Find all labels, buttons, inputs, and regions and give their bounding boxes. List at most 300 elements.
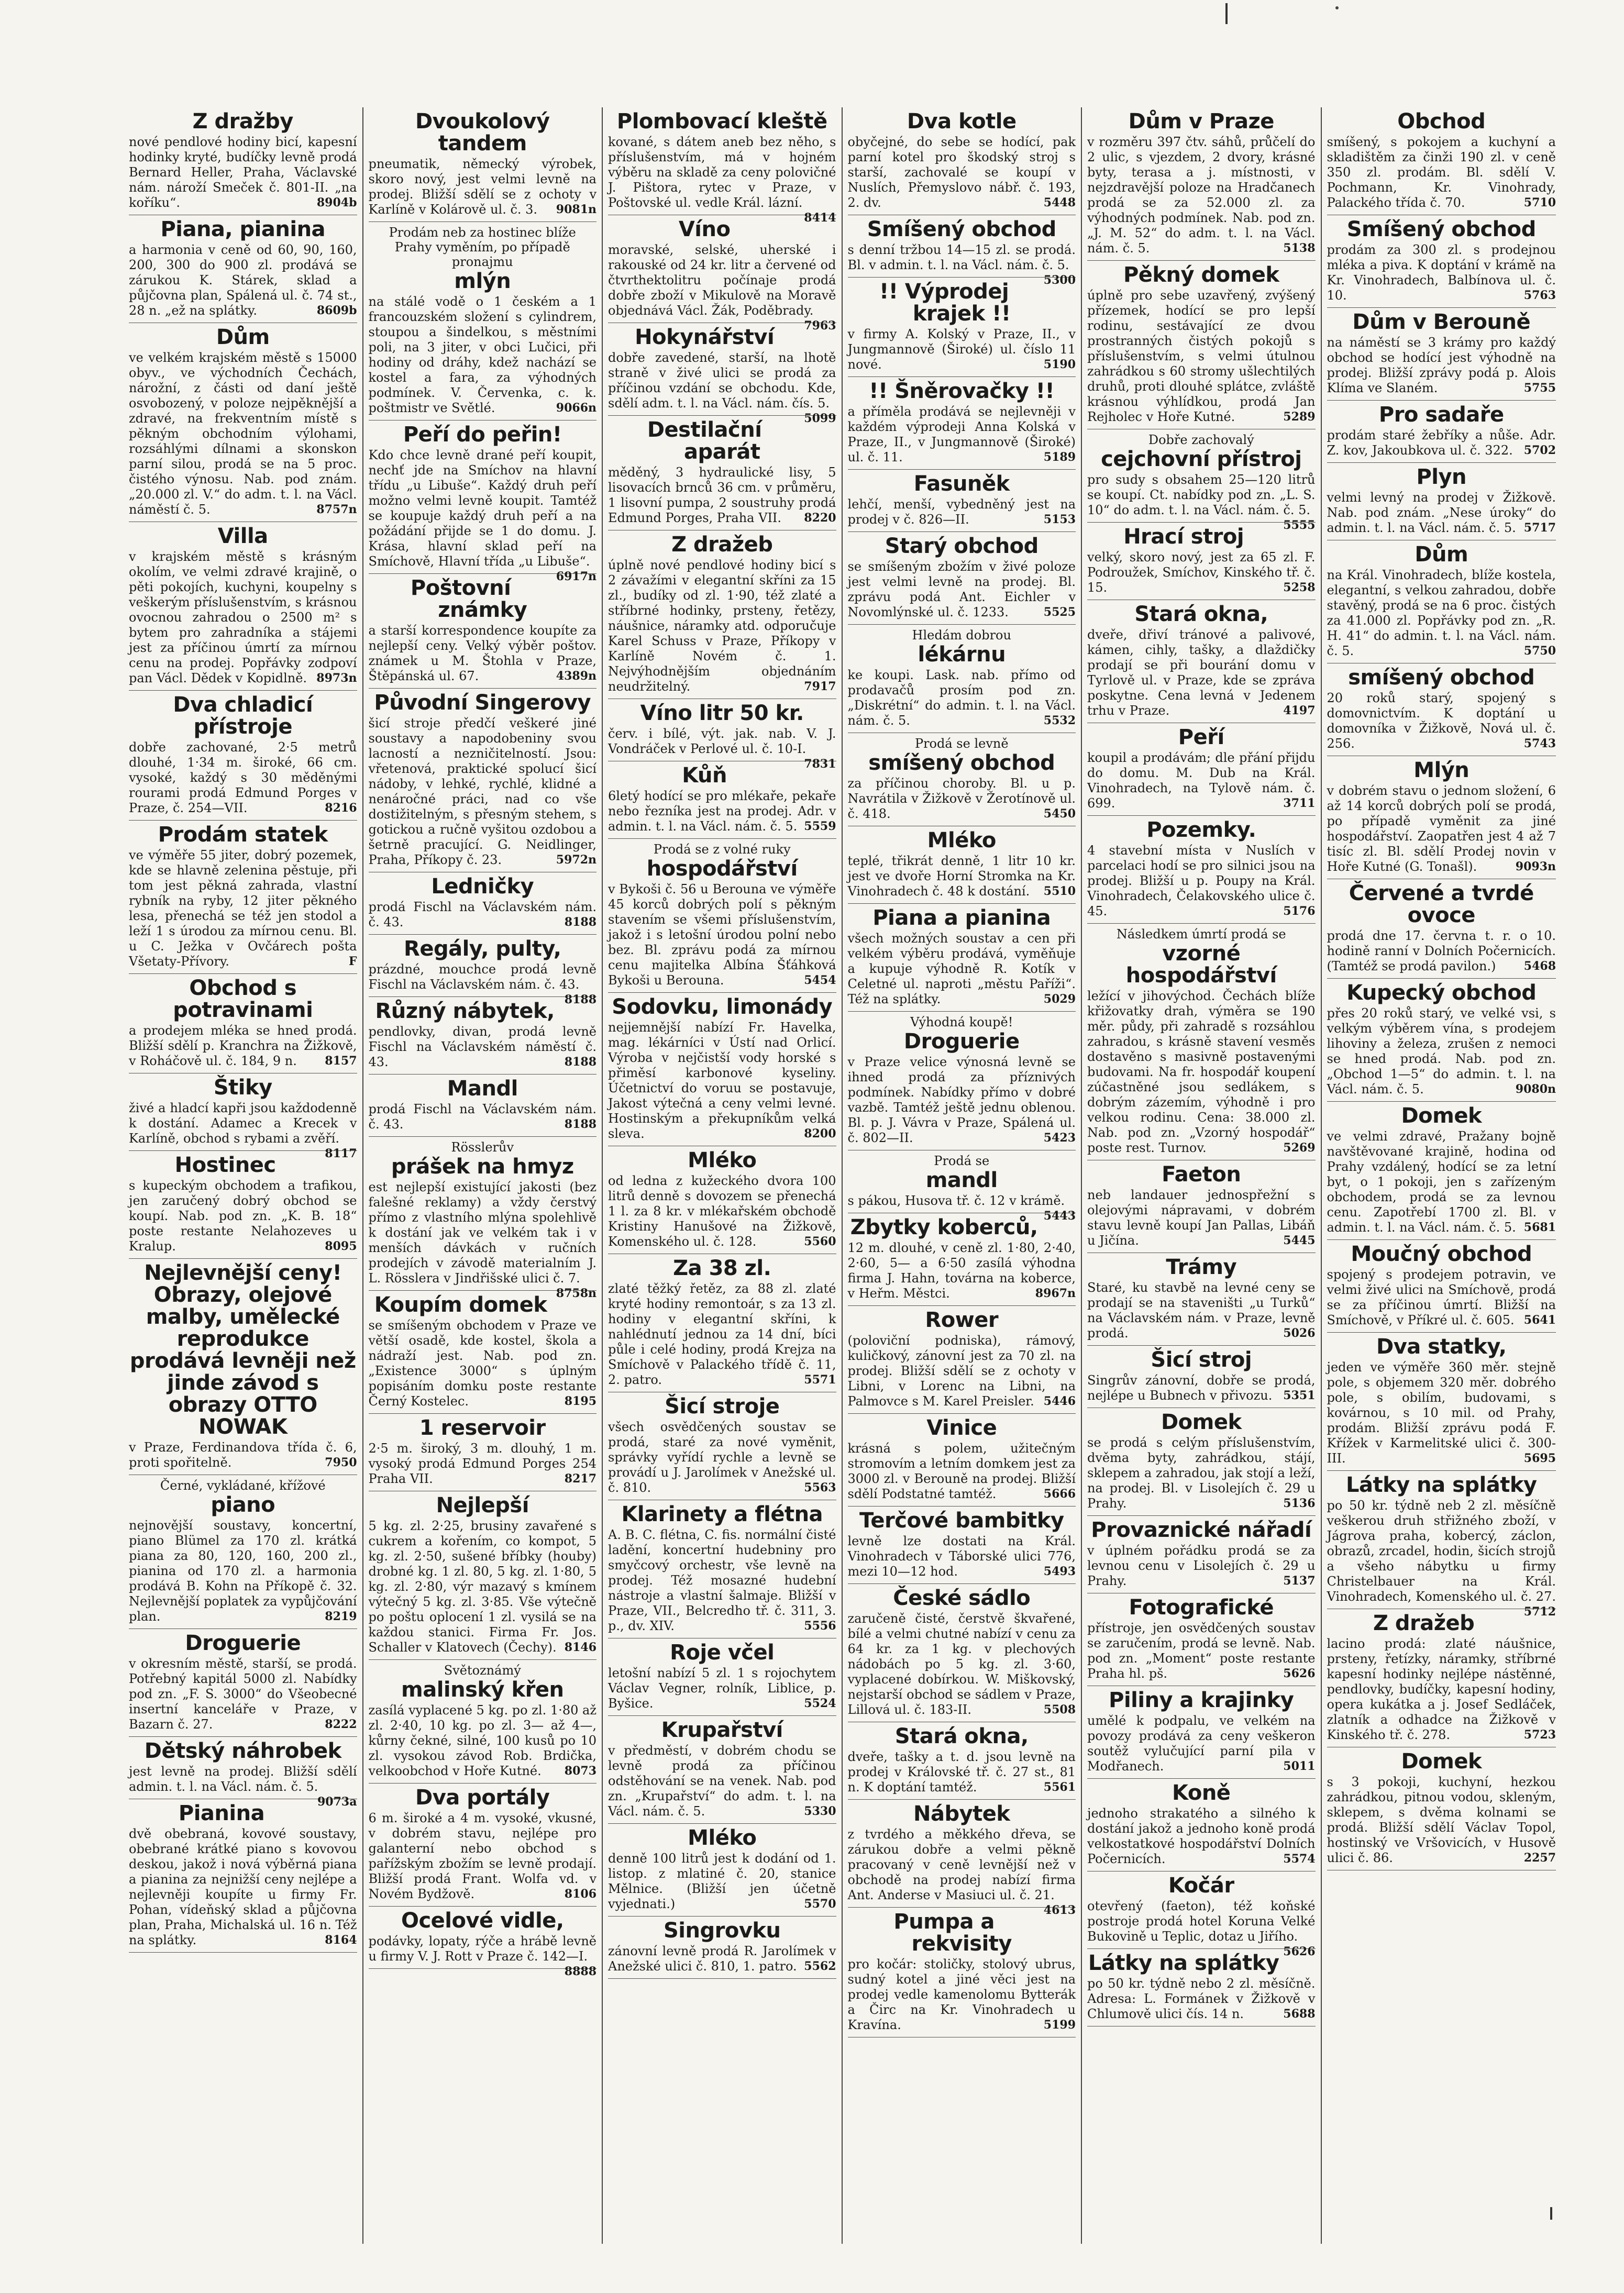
ad-body [1327,1006,1556,1097]
ad-body [369,1519,597,1655]
ad-headline: Peří do peřin! [403,423,562,447]
ad-number: F [348,955,357,968]
ad-body [848,1749,1076,1795]
classified-ad [129,1151,357,1259]
classified-ad [1327,756,1556,879]
ad-number: 8609b [316,304,357,317]
ad-number: 5269 [1283,1141,1316,1155]
ad-number: 8200 [804,1127,836,1140]
ad-body [369,294,597,416]
classified-ad [848,377,1076,470]
ad-headline: Dům v Praze [1128,109,1274,134]
ad-text: se smíšeným zbožím v živé poloze jest velmi levně na prodej. Bl. zprávu podá Ant. Eichler v Novomlýnské ul. č. 1233. [847,559,1076,619]
classified-ad [369,1491,597,1660]
ad-number: 5710 [1523,196,1556,209]
ad-text: lacino prodá: zlaté náušnice, prsteny, řetízky, náramky, stříbrné kapesní hodinky nejlépe nástěnné, pendlovky, budíčky, kapesní hodiny, opera kukátka a j. Josef Sedláček, zlatník a odhadce na Žižkově v Kinského tř. č. 278. [1327,1636,1556,1742]
ad-number: 8904b [316,196,357,209]
ad-headline: cejchovní přístroj [1101,447,1302,471]
ad-headline: Hostinec [174,1153,276,1177]
ad-headline: Smíšený obchod [867,217,1056,241]
ad-text: pro kočár: stoličky, stolový ubrus, sudný kotel a jiné věci jest na prodej vedle kamenolomu Bytterák a Čirc na Kr. Vinohradech u Kravína. [847,1957,1076,2032]
classified-ad [847,1150,1076,1223]
ad-headline: Kůň [682,763,727,788]
ad-text: jeden ve výměře 360 měr. stejně pole, s objemem 320 měr. dobrého pole, s obilím, budovami, s kovárnou, s 10 mil. od Prahy, prodám. Bližší zprávu podá F. Křížek v Karmelitské ulici č. 300-III. [1327,1360,1556,1466]
ad-number: 5563 [804,1481,836,1494]
classified-ad [1327,979,1556,1102]
ad-headline: Starý obchod [885,534,1039,558]
ad-number: 5560 [804,1235,836,1248]
classified-ad [129,215,357,323]
ad-number: 5330 [804,1804,836,1818]
classified-ad [1087,1408,1316,1516]
ad-headline: Sodovku, limonády [612,995,833,1019]
ad-number: 8757n [316,503,357,516]
ad-number: 8222 [325,1718,357,1731]
ad-text: s pákou, Husova tř. č. 12 v krámě. [847,1193,1065,1208]
ad-body [1087,472,1316,532]
classified-ad [848,1012,1076,1150]
ad-headline: Dvoukolový tandem [415,109,550,156]
ad-text: koupil a prodávám; dle přání přijdu do domu. M. Dub na Král. Vinohradech, na Tylově nám. č. 699. [1087,750,1316,811]
classified-ad [368,1907,597,1978]
ad-number: 4389n [556,669,596,683]
ad-headline: mandl [925,1168,998,1192]
ad-text: Kdo chce levně drané peří koupit, nechť jde na Smíchov na hlavní třídu „u Libuše“. Každý druh peří možno velmi levně koupit. Tamtéž se koupuje každý druh peří a na požádání přijde se 1 do domu. J. Krása, hlavní sklad peří na Smíchově, Hlavní třída „u Libuše“. [368,448,596,569]
classified-ad [848,625,1076,733]
classified-ad [369,1291,597,1414]
classified-ad [1327,1747,1556,1870]
classified-ad [848,1414,1076,1506]
classified-ad [369,1075,597,1137]
ad-body [848,1055,1076,1146]
ad-headline: Látky na splátky [1088,1951,1279,1975]
classified-ad [848,1584,1076,1722]
classified-ad [1087,1949,1316,2026]
ad-body [848,327,1076,372]
ad-body [129,135,357,211]
ad-text: v Praze, Ferdinandova třída č. 6, proti spořitelně. [129,1440,357,1470]
column-3 [603,107,843,2244]
ad-body [1327,1636,1556,1743]
ad-text: nejnovější soustavy, koncertní, piano Blümel za 170 zl. krátká piana za 80, 120, 160, 200 zl., pianina od 170 zl. a harmonia prodává B. Kohn na Příkopě č. 32. Nejlevnější poplatek za vypůjčování plan. [129,1518,357,1624]
ad-headline: Šicí stroj [1151,1348,1252,1372]
ad-body [368,1934,597,1978]
ad-headline: Poštovní známky [410,576,527,622]
ad-number: 5556 [804,1619,836,1633]
ad-body [608,1527,836,1634]
ad-headline: Šicí stroje [665,1394,780,1419]
ad-text: se smíšeným obchodem v Praze ve větší osadě, kde kostel, škola a nádraží jest. Nab. pod zn. „Existence 3000“ s úplným popisáním domku poste restante Černý Kostelec. [368,1318,596,1409]
ad-number: 7963 [804,319,836,333]
ad-body [1087,288,1316,425]
ad-headline: Za 38 zl. [673,1256,771,1280]
classified-ad [1087,107,1316,261]
ad-number: 8219 [325,1610,357,1623]
ad-headline: Klarinety a flétna [621,1502,823,1526]
column-5 [1082,107,1322,2244]
ad-body [368,962,597,1006]
ad-number: 5099 [804,412,836,425]
ad-text: kované, s dátem aneb bez něho, s příslušenstvím, má v hojném výběru na skladě za ceny polovičné J. Pištora, rytec v Praze, v Poštovské ul. vedle Král. lázní. [608,135,836,210]
classified-ad [1327,463,1556,540]
ad-headline: Regály, pulty, [404,937,561,961]
ad-body [1087,1373,1316,1403]
ad-headline: piano [211,1493,275,1517]
ad-text: umělé k podpalu, ve velkém na povozy prodává za ceny veškeron soutěž vylučující parní pila v Modřanech. [1087,1713,1316,1774]
ad-headline: Mléko [688,1148,757,1172]
ad-number: 5755 [1523,381,1556,395]
ad-body [608,882,836,988]
ad-number: 8188 [564,1055,596,1069]
ad-headline: Víno litr 50 kr. [640,701,804,725]
ad-headline: smíšený obchod [1348,666,1535,690]
ad-number: 5688 [1283,2007,1316,2021]
ad-text: prodám za 300 zl. s prodejnou mléka a piva. K doptání v krámě na Kr. Vinohradech, Balbínova ul. č. 10. [1327,242,1556,303]
ad-headline: Prodám statek [158,823,328,847]
ad-text: prodá Fischl na Václavském nám. č. 43. [368,900,596,929]
classified-ad [848,904,1076,1012]
classified-ad [1327,1102,1556,1240]
ad-text: 4 stavební místa v Nuslích v parcelaci hodí se pro silnici jsou na prodej. Bližší u p. Poupy na Král. Vinohradech, Čelakovského ulice č. 45. [1087,843,1316,918]
ad-headline: Dva kotle [907,109,1017,134]
ad-body [1327,242,1556,303]
classified-ad [608,1254,836,1392]
ad-body [608,558,836,694]
ad-text: levně lze dostati na Král. Vinohradech v Táborské ulici 776, mezi 10—12 hod. [847,1534,1076,1579]
ad-number: 8888 [564,1965,596,1978]
ad-text: v krajském městě s krásným okolím, ve velmi zdravé krajině, o pěti pokojích, kuchyni, koupelny s veškerým příslušenstvím, s krásnou ovocnou zahradou o 2500 m² s bytem pro zahradníka a stájemi jest za příčinou úmrtí za mírnou cenu na prodej. Popřávky zodpoví pan Václ. Dědek v Kopidlně. [129,549,357,685]
column-2 [363,107,603,2244]
ad-body [368,1180,597,1300]
ad-body [369,900,597,930]
ad-headline: Domek [1161,1410,1242,1434]
ad-body [848,135,1076,211]
ad-body [1327,1498,1556,1619]
ad-number: 8188 [564,915,596,929]
ad-headline: Singrovku [664,1919,781,1943]
ad-body [608,1420,836,1496]
ad-body [129,242,357,318]
ad-headline: Koně [1172,1781,1231,1805]
classified-ad [608,215,836,333]
ad-headline: Nejlevnější ceny! Obrazy, olejové malby, umělecké reprodukce prodává levněji než jinde závod s obrazy OTTO NOWAK [129,1261,356,1439]
page-edge-dot [1335,6,1339,9]
classified-ad [129,1737,357,1809]
ad-text: na Král. Vinohradech, blíže kostela, elegantní, s velkou zahradou, dobře stavěný, prodá se na 6 proc. čistých za 41.000 zl. Popřávky pod zn. „R. H. 41“ do admin. t. l. na Václ. nám. č. 5. [1327,568,1556,658]
ad-lead-line: Světoznámý [444,1663,521,1678]
ad-number: 5190 [1043,358,1076,371]
classified-ad [1087,1516,1316,1593]
classified-ad [369,689,597,872]
ad-headline: Provaznické nářadí [1091,1518,1312,1542]
classified-ad [848,107,1076,215]
classified-ad [1327,540,1556,663]
ad-text: dobře zavedené, starší, na lhotě straně v živé ulici se prodá za příčinou vzdání se obchodu. Kde, sdělí adm. t. l. na Václ. nám. čís. 5. [608,350,836,411]
ad-text: obyčejné, do sebe se hodící, pak parní kotel pro škodský stroj s starší, zachovalé se koupí v Nuslích, Přemyslovo nábř. č. 193, 2. dv. [847,135,1076,210]
ad-body [1327,428,1556,458]
ad-number: 9081n [556,203,596,216]
ad-text: úplně pro sebe uzavřený, zvýšený přízemek, hodící se pro lepší rodinu, sestávající ze dvou prostranných čistých pokojů s příslušenstvím, s velmi útulnou zahrádkou s 60 stromy ušlechtilých druhů, proti dlouhé splátce, zvláště krásnou výhlídkou, prodá Jan Rejholec v Hoře Kutné. [1087,288,1316,424]
ad-headline: Dva chladicí přístroje [173,693,313,739]
ad-text: za příčinou choroby. Bl. u p. Navrátila v Žižkově v Žerotínově ul. č. 418. [847,776,1076,821]
ad-headline: Destilační aparát [647,418,762,464]
ad-text: ve velmi zdravé, Pražany bojně navštěvované krajině, hodina od Prahy vzdálený, hodící se za letní byt, o 1 pokoji, jen s zařízeným obchodem, prodá se za levnou cenu. Zapotřebí 1700 zl. Bl. v admin. t. l. na Václ. nám. č. 5. [1327,1129,1556,1235]
ad-text: v předměstí, v dobrém chodu se levně prodá za příčinou odstěhování se na venek. Nab. pod zn. „Krupařství“ do adm. t. l. na Václ. nám. č. 5. [608,1743,836,1819]
ad-lead-line: Rösslerův [451,1140,514,1155]
classified-ad [848,1722,1076,1800]
ad-text: v Bykoši č. 56 u Berouna ve výměře 45 korců dobrých polí s pěkným stavením se všemi příslušenstvím, jakož i s letošní úrodou polní nebo bez. Bl. zprávu podá za mírnou cenu majitelka Albína Šťáhková Bykoši u Berouna. [608,882,836,988]
ad-headline: mlýn [454,269,511,293]
ad-number: 5199 [1043,2018,1076,2032]
ad-text: na náměstí se 3 krámy pro každý obchod se hodící jest výhodně na prodej. Bližší zprávy podá p. Alois Klíma ve Slaném. [1327,335,1556,395]
ad-number: 8967n [1035,1287,1076,1300]
ad-headline: !! Šněrovačky !! [869,379,1055,403]
classified-ad [1087,723,1316,816]
ad-number: 5510 [1043,884,1076,898]
ad-headline: hospodářství [646,857,798,881]
classified-ad [129,1629,357,1737]
ad-headline: Roje včel [670,1641,775,1665]
classified-ad [1087,1346,1316,1408]
ad-lead-line: Hledám dobrou [912,628,1011,643]
ad-text: měděný, 3 hydraulické lisy, 5 lisovacích brnců 36 cm. v průměru, 1 lisovní pumpa, 2 soustruhy prodá Edmund Porges, Praha VII. [608,465,836,525]
ad-number: 8095 [325,1239,357,1253]
ad-text: se prodá s celým příslušenstvím, dvěma byty, zahrádkou, stájí, sklepem a zahradou, jak stojí a leží, na prodej. Bl. v Lisolejích č. 29 u Prahy. [1087,1435,1316,1511]
classified-ad [848,1306,1076,1414]
ad-number: 5153 [1043,513,1076,526]
ad-body [608,1743,836,1819]
ad-body [1087,750,1316,811]
ad-headline: Kupecký obchod [1346,981,1537,1005]
ad-body [848,559,1076,620]
ad-text: živé a hladcí kapři jsou každodenně k dostání. Adamec a Krecek v Karlíně, obchod s rybami a zvěří. [129,1101,357,1146]
ad-text: 5 kg. zl. 2·25, brusiny zavařené s cukrem a kořením, co kompot, 5 kg. zl. 2·50, sušené bříbky (houby) drobné kg. 1 zl. 80, 5 kg. zl. 1·80, 5 kg. zl. 2·80, výr mazavý s kmínem výtečný 5 kg. zl. 3·85. Vše výtečně po poštu oplocení 1 zl. vysilá se na každou stanici. Firma Fr. Jos. Schaller v Klatovech (Čechy). [368,1519,596,1655]
ad-body [608,1944,836,1974]
ad-body [848,1957,1076,2033]
classified-ad [608,699,836,771]
ad-number: 8414 [804,211,836,225]
ad-headline: Stará okna, [894,1724,1029,1748]
ad-text: a starší korrespondence koupíte za nejlepší ceny. Velký výběr poštov. známek u M. Štohla v Praze, Štěpánská ul. 67. [368,623,596,683]
ad-headline: Víno [678,217,731,241]
classified-ad [1327,107,1556,215]
ad-number: 5626 [1283,1945,1316,1958]
ad-lead-line: Dobře zachovalý [1148,433,1254,447]
classified-ad [129,821,357,974]
classified-ad [1327,1609,1556,1747]
ad-number: 5137 [1283,1574,1316,1588]
ad-body [608,1173,836,1249]
ad-body [1327,1775,1556,1866]
classified-ad [1087,816,1316,924]
ad-headline: Rower [925,1308,999,1332]
ad-headline: Různý nábytek, [375,999,555,1023]
ad-number: 5570 [804,1897,836,1911]
ad-number: 5011 [1283,1759,1316,1773]
ad-body [1327,335,1556,396]
ad-text: s kupeckým obchodem a trafikou, jen zaručený dobrý obchod se koupí. Nab. pod zn. „K. B. 18“ poste restante Nelahozeves u Kralup. [129,1178,357,1254]
ad-number: 5763 [1523,289,1556,302]
ad-body [129,740,357,816]
ad-headline: Pumpa a rekvisity [893,1910,1012,1956]
ad-headline: Obchod [1397,109,1486,134]
classified-ad [369,1660,597,1784]
ad-number: 9066n [556,401,596,415]
ad-headline: Trámy [1166,1255,1237,1279]
ad-text: s denní tržbou 14—15 zl. se prodá. Bl. v admin. t. l. na Václ. nám. č. 5. [847,242,1076,272]
ad-number: 5029 [1043,992,1076,1006]
ad-text: dveře, dřiví tránové a palivové, kámen, cihly, tašky, a dlaždičky prodají se při bourání domu v Tyrlově ul. v Praze, kde se zpráva poskytne. Cena levná v Jedenem trhu v Praze. [1087,627,1316,718]
ad-text: dvě obebraná, kovové soustavy, obebrané krátké piano s kovovou deskou, jakož i nová výběrná piana a pianina za nejnižší ceny nejlépe a nejlevněji koupíte u firmy Fr. Pohan, vídeňský sklad a půjčovna plan, Praha, Michalská ul. 16 n. Též na splátky. [129,1826,357,1947]
ad-body [129,1101,357,1160]
ad-text: v dobrém stavu o jednom složení, 6 až 14 korců dobrých polí se prodá, po případě vyměnit za jiné hospodářství. Zaopatřen jest 4 až 7 tisíc zl. Bl. sdělí Prodej novin v Hoře Kutné (G. Tonašl). [1327,783,1556,874]
ad-text: 6 m. široké a 4 m. vysoké, vkusné, v dobrém stavu, nejlépe pro galanterní nebo obchod s pařížským zbožím se levně prodají. Bližší prodá Frant. Wolfa vd. v Novém Bydžově. [368,1811,596,1901]
ad-body [848,404,1076,465]
classified-ad [1327,215,1556,308]
classified-ad [848,532,1076,625]
classified-ad [848,470,1076,532]
ad-text: velmi levný na prodej v Žižkově. Nab. pod znám. „Nese úroky“ do admin. t. l. na Václ. nám. č. 5. [1327,490,1556,535]
classified-ad [608,761,836,839]
classified-ad [369,872,597,935]
ad-text: od ledna z kužeckého dvora 100 litrů denně s dovozem se přenechá 1 l. za 8 kr. v mlékařském obchodě Kristiny Hanušové na Žižkově, Komenského ul. č. 128. [608,1173,836,1249]
ad-body [1087,1899,1316,1958]
ad-number: 7831 [804,757,836,771]
ad-text: jednoho strakatého a silného k dostání jakož a jednoho koně prodá velkostatkové hospodářství Dolních Počernicích. [1087,1806,1316,1866]
ad-number: 5136 [1283,1497,1316,1510]
ad-body [608,726,836,771]
ad-number: 5445 [1283,1234,1316,1247]
ad-headline: Fasuněk [913,472,1010,496]
ad-number: 4197 [1283,704,1316,717]
ad-body [1087,1976,1316,2022]
ad-number: 5026 [1283,1326,1316,1340]
ad-number: 5750 [1523,644,1556,658]
ad-headline: smíšený obchod [868,751,1055,775]
ad-text: moravské, selské, uherské i rakouské od 24 kr. litr a červené od čtvrthektolitru počínaje prodá dobře zboží v Mikulově na Moravě objednává Václ. Žák, Poděbrady. [608,242,836,318]
ad-body [848,1333,1076,1409]
classified-ad [368,1137,597,1300]
ad-text: Singrův zánovní, dobře se prodá, nejlépe u Bubnech v přivozu. [1087,1373,1316,1403]
classified-ad [1327,308,1556,401]
ad-headline: Z dražeb [671,533,773,557]
ad-body [129,1178,357,1254]
ad-number: 5626 [1283,1667,1316,1680]
ad-text: 6letý hodící se pro mlékaře, pekaře nebo řezníka jest na prodej. Adr. v admin. t. l. na Václ. nám. č. 5. [608,789,836,834]
ad-headline: Mlýn [1413,758,1470,782]
ad-number: 5717 [1523,521,1556,535]
ad-text: ve výměře 55 jiter, dobrý pozemek, kde se hlavně zelenina pěstuje, při tom jest pěkná zahrada, vlastní rybník na ryby, 12 jiter pěkného lesa, přenechá se též jen stodol a leží 1 s úrodou za mírnou cenu. Bl. u C. Ježka v Ovčárech pošta Všetaty-Přívory. [129,848,357,969]
ad-body [1087,1280,1316,1341]
ad-text: ve velkém krajském městě s 15000 obyv., ve východních Čechách, nárožní, z části od daní ještě osvobozený, v poloze nejpěknější a zdravé, na frekventním místě s pěkným obchodním výlohami, rozsáhlými dílnami a skonskon parní silou, prodá se na 5 proc. čistého výnosu. Nab. pod znám. „20.000 zl. V.“ do adm. t. l. na Václ. náměstí č. 5. [129,350,357,517]
ad-body [1327,1129,1556,1235]
ad-lead-line: Prodá se levně [914,736,1009,751]
ad-number: 5574 [1283,1852,1316,1866]
ad-number: 5189 [1043,450,1076,464]
ad-text: na stálé vodě o 1 českém a 1 francouzském složení s cylindrem, stoupou a šindelkou, s městními poli, na 3 jiter, v obci Lučici, při hodiny od dráhy, kdež nachází se kostel a fara, za výhodných podmínek. V. Červenka, c. k. poštmistr ve Světlé. [368,294,596,415]
ad-headline: Ledničky [431,874,534,899]
ad-text: v Praze velice výnosná levně se ihned prodá za příznivých podmínek. Nabídky přímo v dobré vazbě. Tamtéž ještě jednu oblenou. Bl. p. J. Vávra v Praze, Spálená ul. č. 802—II. [847,1055,1076,1145]
ad-headline: vzorné hospodářství [1125,941,1277,988]
ad-headline: lékárnu [918,643,1006,667]
ad-headline: Vinice [926,1416,997,1440]
ad-number: 8146 [564,1641,596,1654]
ad-body [129,350,357,517]
ad-headline: Dům [216,325,270,349]
classified-ad [608,1392,836,1500]
ad-text: v firmy A. Kolský v Praze, II., v Jungmannově (Široké) ul. číslo 11 nové. [847,327,1076,372]
ad-body [1327,928,1556,974]
ad-headline: Peří [1178,725,1224,749]
ad-body [1087,135,1316,256]
classified-ad [848,1506,1076,1584]
classified-ad [1327,1333,1556,1471]
ad-headline: Plombovací kleště [616,109,827,134]
ad-text: v rozměru 397 čtv. sáhů, průčelí do 2 ulic, s vjezdem, 2 dvory, krásné byty, terasa a j. místnosti, v nejzdravější poloze na Hradčanech prodá se za 52.000 zl. za výhodných podmínek. Nab. pod zn. „J. M. 52“ do adm. t. l. na Václ. nám. č. 5. [1087,135,1316,256]
classified-ad [1327,663,1556,756]
ad-body [848,668,1076,728]
classified-ad [369,1414,597,1491]
ad-headline: Dům [1415,542,1468,567]
classified-ad [608,530,836,699]
ad-headline: Kočár [1168,1874,1234,1898]
ad-headline: Domek [1401,1749,1482,1774]
ad-lead-line: Prodám neb za hostinec blíže Prahy vyměním, po případě pronajmu [389,225,576,269]
classified-ad [1327,1240,1556,1333]
ad-headline: 1 reservoir [419,1416,546,1440]
classified-ad [129,522,357,691]
ad-number: 9093n [1515,860,1556,873]
ad-text: velký, skoro nový, jest za 65 zl. F. Podroužek, Smíchov, Kinského tř. č. 15. [1087,550,1316,595]
ad-text: letošní nabízí 5 zl. 1 s rojochytem Václav Vegner, rolník, Liblice, p. Byšice. [608,1666,836,1711]
ad-number: 4613 [1043,1903,1076,1917]
ad-headline: České sádlo [893,1586,1031,1610]
classified-ad [1087,1253,1316,1346]
ad-number: 8973n [316,671,357,685]
ad-text: a prodejem mléka se hned prodá. Bližší sdělí p. Kranchra na Žižkově, v Roháčově ul. č. 184, 9 n. [129,1023,357,1068]
ad-headline: Zbytky koberců, [850,1215,1038,1239]
classified-ad [608,1917,836,1979]
ad-text: 20 roků starý, spojený s domovnictvím. K doptání u domovníka v Žižkově, Nová ul. č. 256. [1327,691,1556,751]
ad-body [1327,135,1556,211]
ad-text: šicí stroje předčí veškeré jiné soustavy a napodobeniny svou lacností a nezničitelností. Jsou: vřetenová, praktické spolucí šicí nádoby, v lehké, rychlé, klidné a nenáročné práci, nad co vše dostižitelným, s přesným stehem, s gotickou a ručně vyšitou ozdobou a šetrně pracující. G. Neidlinger, Praha, Příkopy č. 23. [368,716,596,867]
column-4 [843,107,1082,2244]
ad-body [369,716,597,868]
ad-headline: Mandl [447,1077,518,1101]
classified-ad [369,222,597,420]
ad-body [608,1666,836,1711]
ad-headline: Nejlepší [436,1493,529,1517]
ad-body [368,448,597,583]
ad-headline: Pro sadaře [1378,403,1504,427]
ad-headline: Moučný obchod [1351,1242,1532,1266]
ad-text: zasílá vyplacené 5 kg. po zl. 1·80 až zl. 2·40, 10 kg. po zl. 3— až 4—, kůrny čekné, silné, 100 kusů po 10 zl. vysokou závod Rob. Brdička, velkoobchod v Hoře Kutné. [368,1703,596,1778]
ad-text: po 50 kr. týdně nebo 2 zl. měsíčně. Adresa: L. Formánek v Žižkově v Chlumově ulici čís. 14 n. [1087,1976,1316,2021]
page-edge-mark-bottom [1550,2207,1552,2220]
ad-number: 7917 [804,680,836,693]
ad-text: neb landauer jednospřežní s olejovými nápravami, v dobrém stavu levně koupí Jan Pallas, Libáň u Jičína. [1087,1188,1316,1248]
ad-lead-line: Černé, vykládané, křížové [160,1478,326,1493]
classified-ad [1087,1686,1316,1779]
ad-text: úplně nové pendlové hodiny bicí s 2 závažími v elegantní skříni za 15 zl., budíky od zl. 1·90, též zlaté a stříbrné hodinky, prsteny, řetězy, náušnice, náramky atd. odporučuje Karel Schuss v Praze, Příkopy v Karlíně Novém č. 1. Nejvýhodnějším objednáním neudržitelný. [608,558,836,694]
ad-headline: Dva portály [415,1786,550,1810]
ad-text: est nejlepší existující jakosti (bez falešné reklamy) a vždy čerstvý přímo z vlastního mlýna spolehlivě k dostání jak ve velkém tak i v menších dávkách v ručních prodejích v závodě materialním J. L. Rösslera v Jindřišské ulici č. 7. [368,1180,596,1286]
ad-text: dobře zachované, 2·5 metrů dlouhé, 1·34 m. široké, 66 cm. vysoké, každý s 30 měděnými rourami prodá Edmund Porges v Praze, č. 254—VII. [129,740,357,815]
ad-number: 5468 [1523,959,1556,973]
ad-number: 5641 [1523,1313,1556,1327]
ad-number: 5525 [1043,605,1076,619]
classified-ad [848,278,1076,377]
